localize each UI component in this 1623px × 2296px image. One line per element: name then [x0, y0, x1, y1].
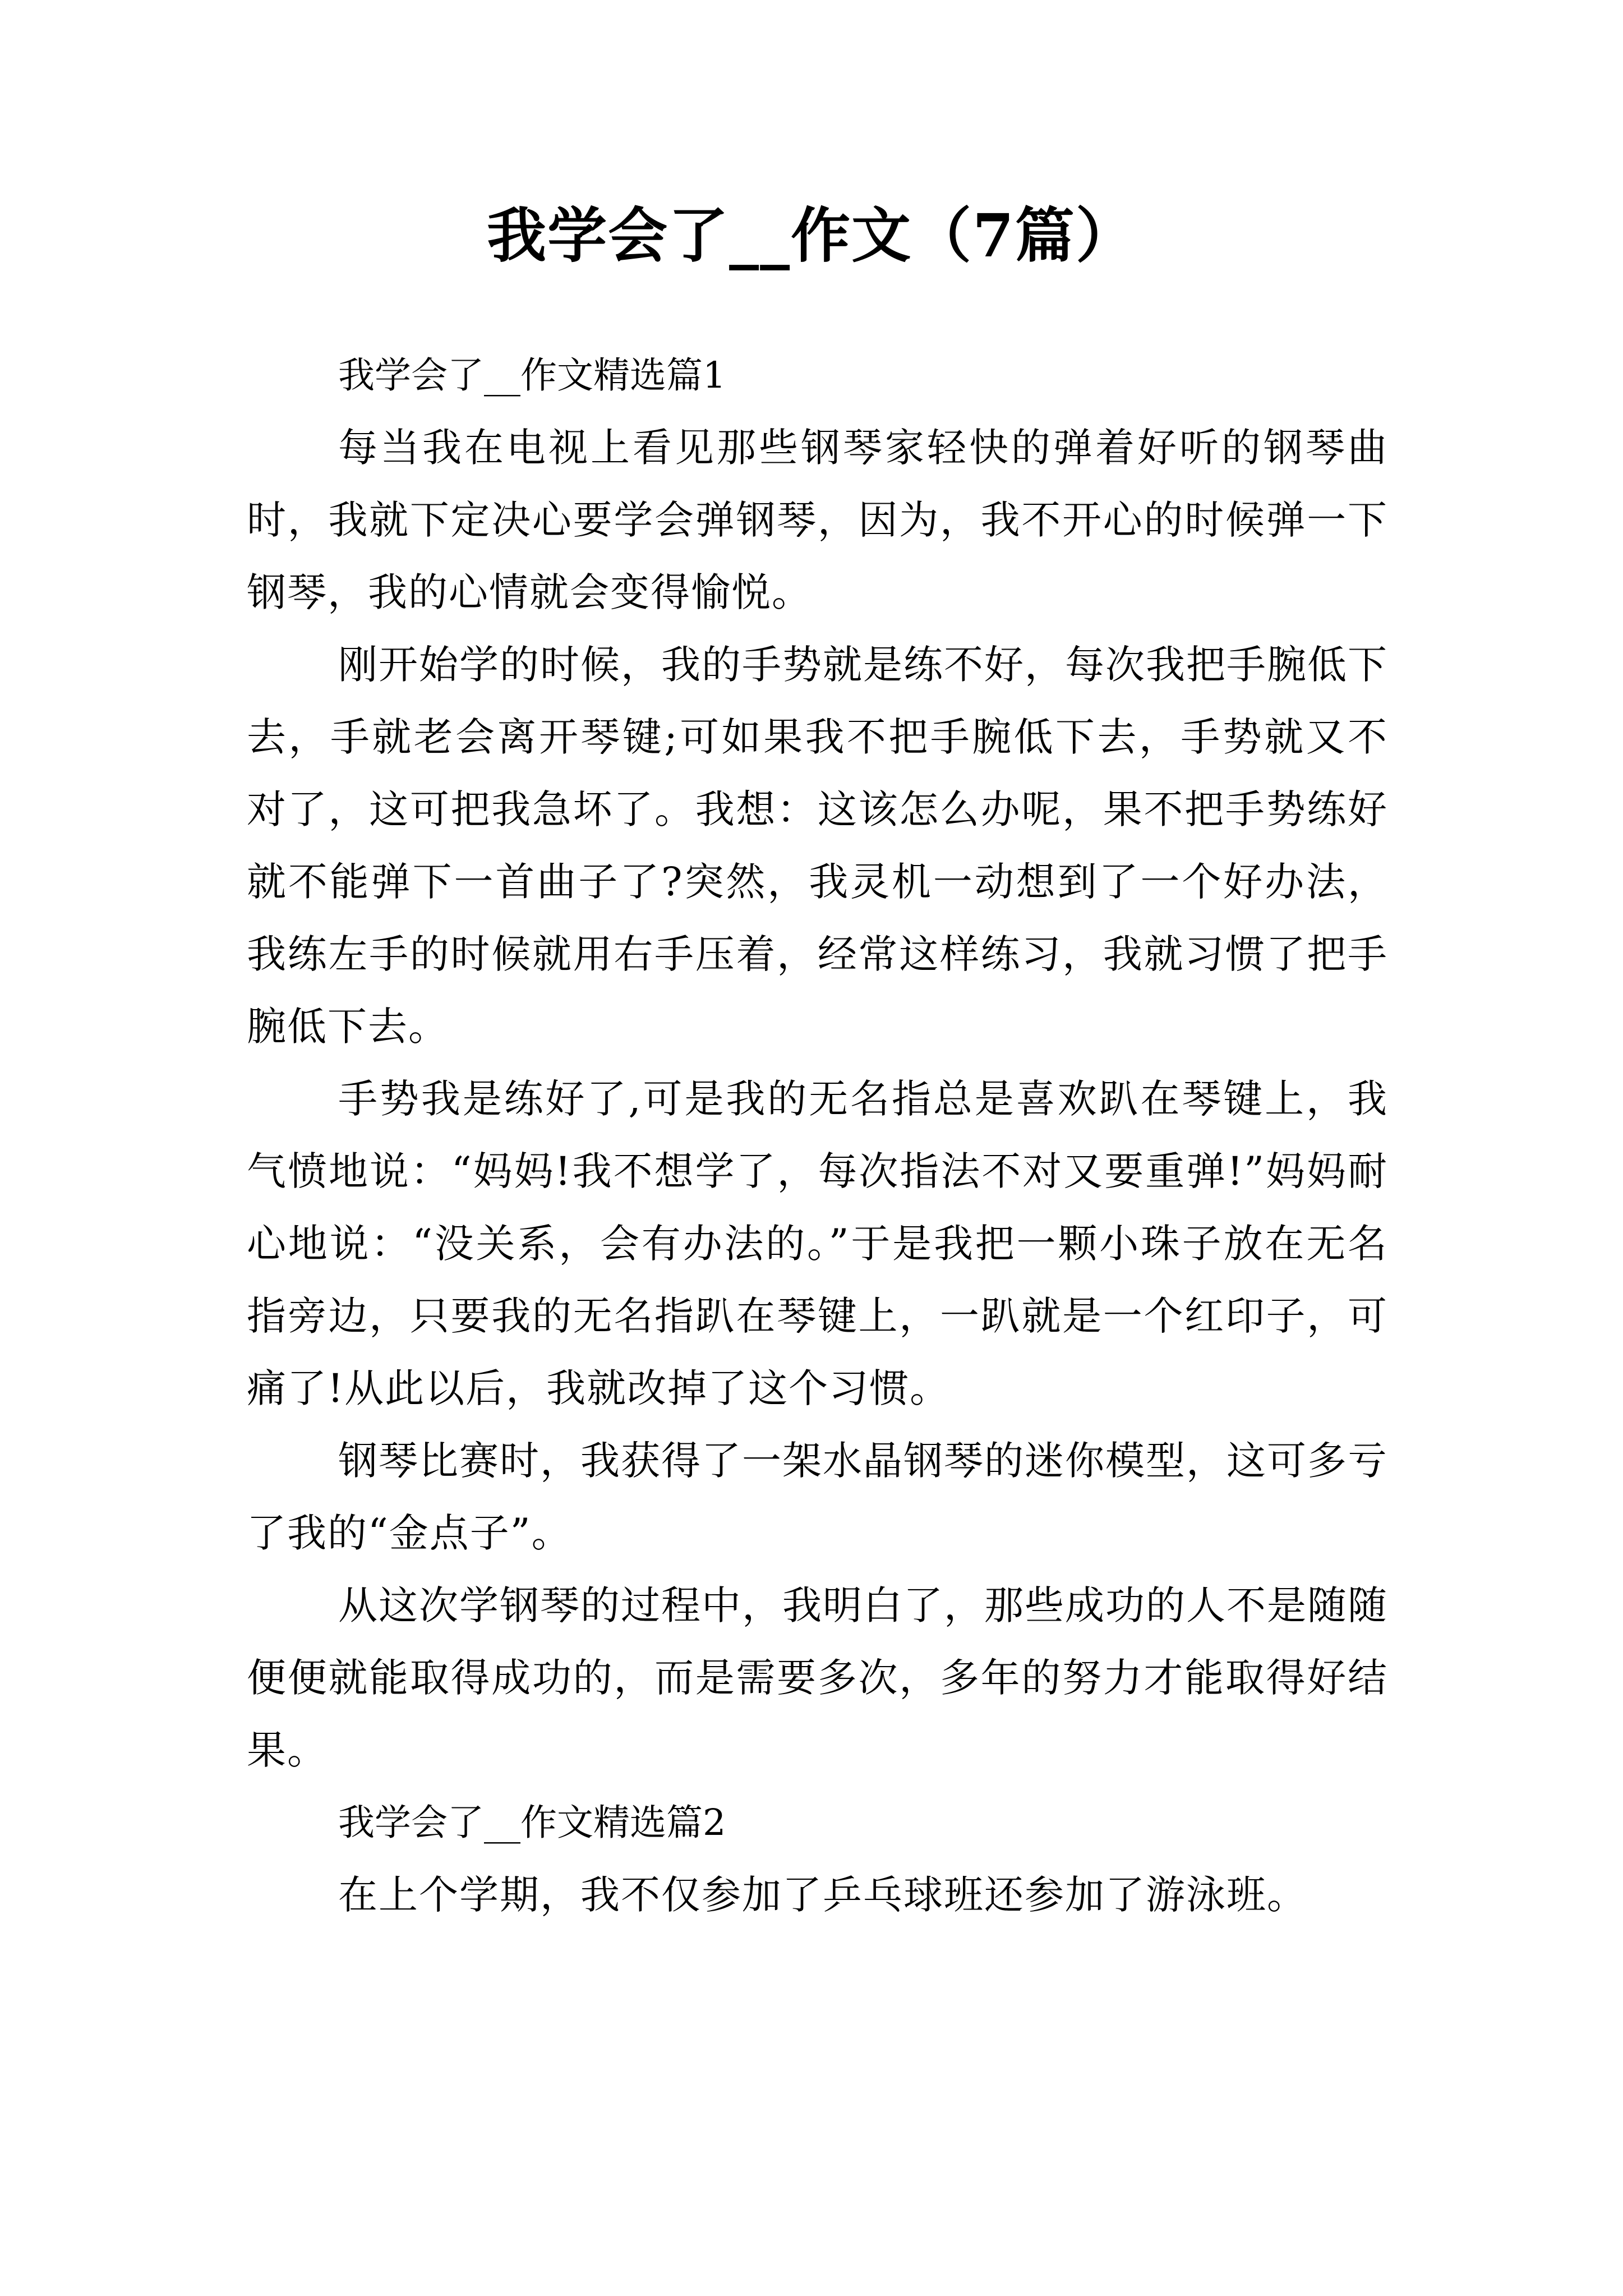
- section-1: [247, 339, 1388, 1787]
- paragraph: 在上个学期，我不仅参加了乒乓球班还参加了游泳班。: [338, 1872, 1307, 1918]
- page-title: 我学会了__作文（7篇）: [487, 200, 1136, 270]
- paragraph: 从这次学钢琴的过程中，我明白了，那些成功的人不是随随便便就能取得成功的，而是需要多次，多年的努力才能取得好结果。: [247, 1582, 1388, 1773]
- paragraph: 手势我是练好了,可是我的无名指总是喜欢趴在琴键上，我气愤地说：“妈妈!我不想学了，每次指法不对又要重弹!”妈妈耐心地说：“没关系，会有办法的。”于是我把一颗小珠子放在无名指旁边，只要我的无名指趴在琴键上，一趴就是一个红印子，可痛了!从此以后，我就改掉了这个习惯。: [247, 1076, 1388, 1411]
- section-heading: 我学会了__作文精选篇2: [338, 1802, 726, 1844]
- paragraph: 刚开始学的时候，我的手势就是练不好，每次我把手腕低下去，手就老会离开琴键;可如果我不把手腕低下去，手势就又不对了，这可把我急坏了。我想：这该怎么办呢，果不把手势练好就不能弹下一首曲子了?突然，我灵机一动想到了一个好办法，我练左手的时候就用右手压着，经常这样练习，我就习惯了把手腕低下去。: [247, 642, 1388, 1050]
- section-2: [247, 1787, 1388, 1931]
- document-body: [247, 339, 1388, 1931]
- section-heading: 我学会了__作文精选篇1: [338, 355, 726, 397]
- paragraph: 钢琴比赛时，我获得了一架水晶钢琴的迷你模型，这可多亏了我的“金点子”。: [247, 1438, 1388, 1556]
- paragraph: 每当我在电视上看见那些钢琴家轻快的弹着好听的钢琴曲时，我就下定决心要学会弹钢琴，因为，我不开心的时候弹一下钢琴，我的心情就会变得愉悦。: [247, 425, 1388, 615]
